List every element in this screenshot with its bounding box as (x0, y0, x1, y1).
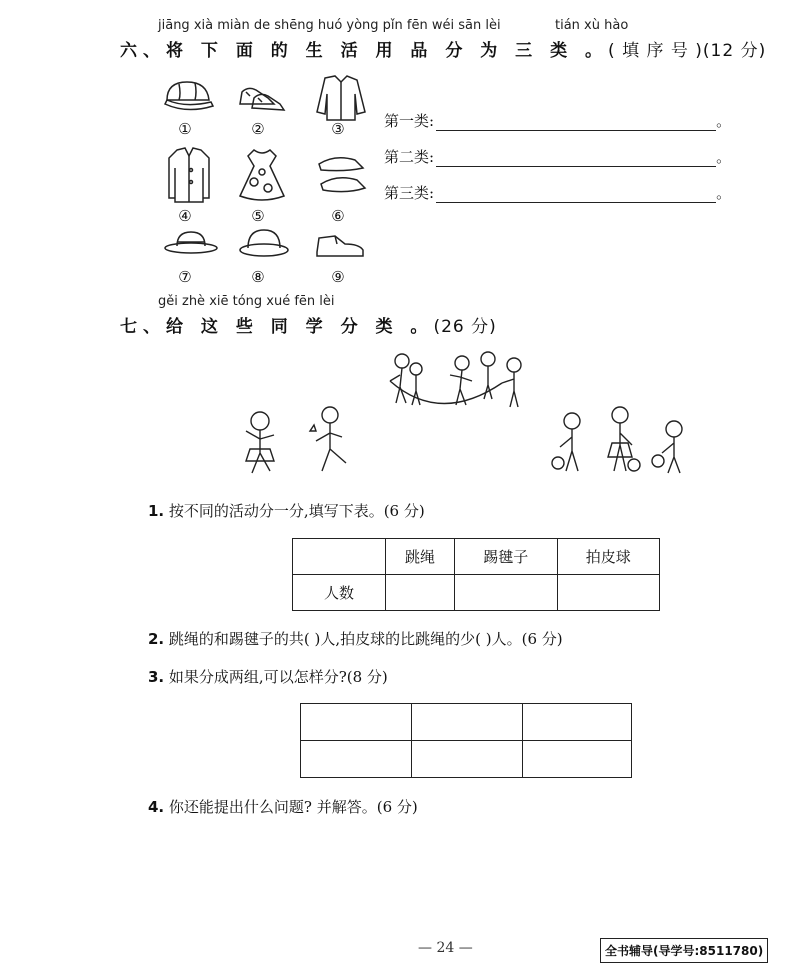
category-answer-line-3[interactable] (436, 186, 716, 203)
question-4-text: 你还能提出什么问题? 并解答。(6 分) (168, 798, 418, 816)
sneakers-icon (240, 88, 284, 110)
category-answer-line-1[interactable] (436, 114, 716, 131)
category-answer-line-2[interactable] (436, 150, 716, 167)
section7-title-tail: (26 分) (433, 317, 497, 337)
question-2-text: 跳绳的和踢毽子的共( )人,拍皮球的比跳绳的少( )人。(6 分) (168, 630, 563, 648)
category-end-1: 。 (716, 112, 732, 130)
question-1-text: 按不同的活动分一分,填写下表。(6 分) (168, 502, 425, 520)
ball-children-icon (552, 407, 682, 473)
grouping-table (300, 703, 632, 778)
question-1-number: 1. (148, 502, 165, 520)
cap-icon (165, 82, 213, 110)
activity-header-ball: 拍皮球 (557, 539, 659, 575)
activity-table-corner (293, 539, 386, 575)
activity-count-ball[interactable] (557, 575, 659, 611)
grouping-cell-r2c3[interactable] (523, 741, 632, 778)
category-row-3[interactable] (384, 182, 731, 203)
section7-title (120, 312, 497, 337)
grouping-cell-r1c3[interactable] (523, 704, 632, 741)
question-2-number: 2. (148, 630, 165, 648)
section7-pinyin: gěi zhè xiē tóng xué fēn lèi (158, 294, 335, 309)
item-number-8: ⑧ (251, 268, 265, 286)
activity-header-jump-rope: 跳绳 (386, 539, 455, 575)
item-number-3: ③ (331, 120, 345, 138)
jump-rope-children-icon (390, 352, 521, 407)
activity-table (292, 538, 660, 611)
question-3-text: 如果分成两组,可以怎样分?(8 分) (168, 668, 388, 686)
question-2 (148, 628, 563, 649)
category-row-2[interactable] (384, 146, 731, 167)
dress-icon (240, 150, 284, 200)
category-end-3: 。 (716, 184, 732, 202)
activity-header-shuttlecock: 踢毽子 (455, 539, 557, 575)
category-end-2: 。 (716, 148, 732, 166)
question-3-number: 3. (148, 668, 165, 686)
section6-pinyin-tail: tián xù hào (555, 18, 629, 33)
activity-count-shuttlecock[interactable] (455, 575, 557, 611)
leather-shoes-icon (317, 236, 363, 256)
page-number: — 24 — (418, 940, 473, 956)
items-illustration (150, 70, 380, 290)
jacket-icon (317, 76, 365, 120)
section7-title-main: 七、给 这 些 同 学 分 类 。 (120, 317, 434, 337)
grouping-cell-r2c2[interactable] (412, 741, 523, 778)
grouping-cell-r1c1[interactable] (301, 704, 412, 741)
item-number-6: ⑥ (331, 207, 345, 225)
category-label-1: 第一类: (384, 112, 435, 130)
grouping-cell-r1c2[interactable] (412, 704, 523, 741)
children-illustration (230, 345, 710, 485)
dress-shoes-icon (319, 158, 365, 192)
item-number-4: ④ (178, 207, 192, 225)
coat-icon (169, 148, 209, 202)
question-3 (148, 666, 388, 687)
question-1 (148, 500, 425, 521)
section6-title-main: 六、将 下 面 的 生 活 用 品 分 为 三 类 。 (120, 41, 609, 61)
item-number-9: ⑨ (331, 268, 345, 286)
item-number-1: ① (178, 120, 192, 138)
sun-hat-icon (240, 230, 288, 256)
category-label-2: 第二类: (384, 148, 435, 166)
section6-pinyin: jiāng xià miàn de shēng huó yòng pǐn fēn wéi sān lèi (158, 18, 501, 33)
category-label-3: 第三类: (384, 184, 435, 202)
section6-title (120, 36, 766, 61)
section6-title-tail: ( 填 序 号 )(12 分) (608, 41, 767, 61)
category-row-1[interactable] (384, 110, 731, 131)
question-4-number: 4. (148, 798, 165, 816)
brimmed-hat-icon (165, 232, 217, 253)
item-number-5: ⑤ (251, 207, 265, 225)
question-4 (148, 796, 418, 817)
activity-row-label: 人数 (293, 575, 386, 611)
grouping-cell-r2c1[interactable] (301, 741, 412, 778)
item-number-7: ⑦ (178, 268, 192, 286)
item-number-2: ② (251, 120, 265, 138)
guide-code-box: 全书辅导(导学号:8511780) (600, 938, 768, 963)
activity-count-jump-rope[interactable] (386, 575, 455, 611)
shuttlecock-children-icon (246, 407, 346, 473)
